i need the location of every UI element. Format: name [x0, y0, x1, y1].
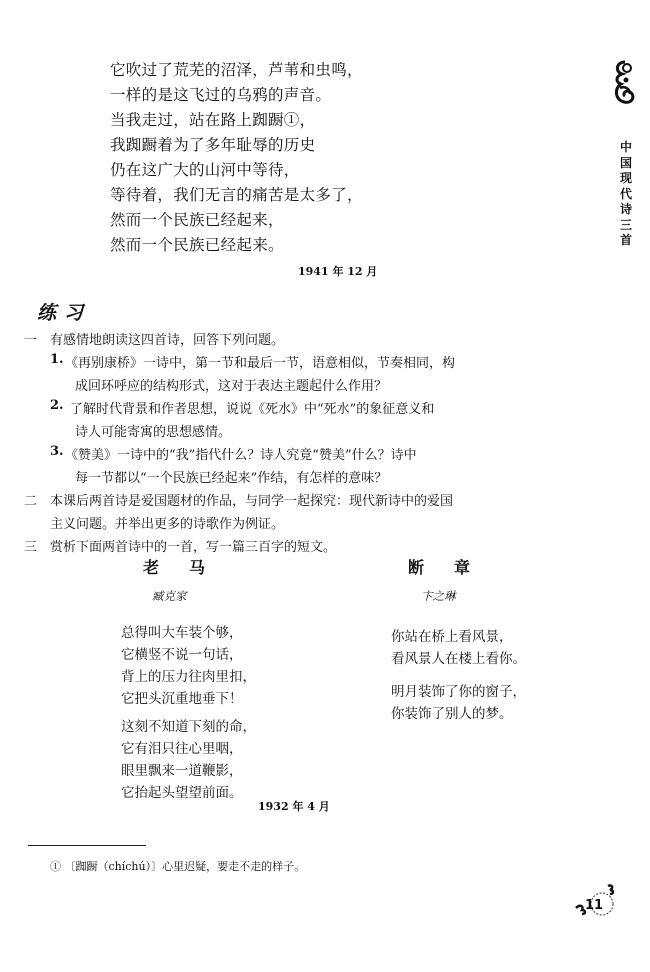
- poem-line: 等待着，我们无言的痛苦是太多了，: [110, 186, 363, 204]
- exercise-text: 赏析下面两首诗中的一首，写一篇三百字的短文。: [50, 540, 337, 555]
- poem-line: 它把头沉重地垂下！: [121, 691, 243, 707]
- exercise-text: 每一节都以“一个民族已经起来”作结，有怎样的意味？: [75, 471, 388, 486]
- poem-line: 它吹过了荒芜的沼泽，芦苇和虫鸣，: [110, 61, 363, 79]
- poem-line: 它抬起头望望前面。: [121, 785, 243, 801]
- exercise-text: 《再别康桥》一诗中，第一节和最后一节，语意相似，节奏相同，构: [65, 356, 456, 371]
- exercise-text: 诗人可能寄寓的思想感情。: [75, 425, 232, 440]
- exercise-number: 1.: [50, 352, 64, 367]
- exercise-text: 主义问题。并举出更多的诗歌作为例证。: [50, 517, 285, 532]
- poem-line: 你站在桥上看风景，: [391, 629, 513, 645]
- poem-line: 眼里飘来一道鞭影，: [121, 763, 243, 779]
- exercise-text: 成回环呼应的结构形式，这对于表达主题起什么作用？: [75, 379, 388, 394]
- poem-line: 仍在这广大的山河中等待，: [110, 161, 300, 179]
- poem-line: 它横竖不说一句话，: [121, 647, 243, 663]
- poem-date: 1932 年 4 月: [258, 800, 330, 813]
- poem-date: 1941 年 12 月: [298, 265, 378, 278]
- poem-author: 臧克家: [152, 589, 187, 603]
- exercise-text: 《赞美》一诗中的“我”指代什么？诗人究竟“赞美”什么？诗中: [65, 448, 417, 463]
- exercise-text: 了解时代背景和作者思想，说说《死水》中“死水”的象征意义和: [70, 402, 435, 417]
- exercise-text: 本课后两首诗是爱国题材的作品，与同学一起探究：现代新诗中的爱国: [50, 494, 454, 509]
- poem-title: 断章: [408, 558, 501, 577]
- page-number: 11: [585, 898, 604, 913]
- footnote: ① 〔踟蹰（chíchú）〕心里迟疑，要走不走的样子。: [50, 860, 306, 873]
- exercise-number: 三: [24, 540, 38, 555]
- poem-line: 这刻不知道下刻的命，: [121, 719, 256, 735]
- decorative-scroll-icon: [612, 58, 638, 114]
- exercise-number: 3.: [50, 444, 64, 459]
- poem-line: 然而一个民族已经起来。: [110, 236, 284, 254]
- exercises-heading: 练习: [37, 302, 92, 324]
- poem-line: 总得叫大车装个够，: [121, 625, 243, 641]
- exercise-number: 二: [24, 494, 38, 509]
- poem-line: 它有泪只往心里咽，: [121, 741, 243, 757]
- poem-line: 明月装饰了你的窗子，: [391, 684, 526, 700]
- footnote-divider: [28, 845, 146, 846]
- poem-author: 卞之琳: [421, 589, 456, 603]
- exercise-text: 有感情地朗读这四首诗，回答下列问题。: [50, 333, 285, 348]
- poem-line: 我踟蹰着为了多年耻辱的历史: [110, 136, 316, 154]
- sidebar-chapter-title: 中国现代诗三首: [619, 140, 632, 247]
- poem-line: 然而一个民族已经起来，: [110, 211, 284, 229]
- poem-line: 当我走过，站在路上踟蹰①，: [110, 111, 316, 129]
- poem-line: 看风景人在楼上看你。: [391, 651, 526, 667]
- exercise-number: 2.: [50, 398, 64, 413]
- poem-title: 老马: [143, 558, 236, 577]
- poem-line: 你装饰了别人的梦。: [391, 706, 513, 722]
- exercise-number: 一: [24, 333, 38, 348]
- poem-line: 一样的是这飞过的乌鸦的声音。: [110, 86, 332, 104]
- poem-line: 背上的压力往肉里扣，: [121, 669, 256, 685]
